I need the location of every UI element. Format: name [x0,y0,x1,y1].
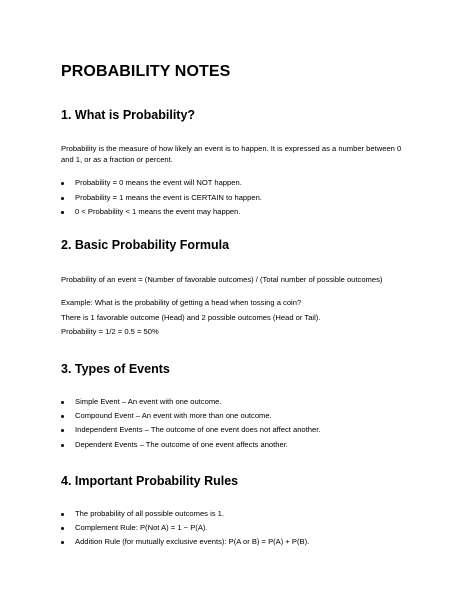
bullet-text: 0 < Probability < 1 means the event may happen. [75,207,241,216]
bullet-dot-icon [61,444,64,447]
bullet-dot-icon [61,197,64,200]
bullet-dot-icon [61,527,64,530]
section-1-heading: 1. What is Probability? [61,108,196,122]
bullet-text: Probability = 1 means the event is CERTAIN to happen. [75,193,262,202]
bullet-text: Probability = 0 means the event will NOT happen. [75,178,242,187]
bullet-text: Simple Event – An event with one outcome. [75,397,222,406]
bullet-dot-icon [61,182,64,185]
section-2-example-line-2: There is 1 favorable outcome (Head) and 2 possible outcomes (Head or Tail). [61,313,321,322]
bullet-text: Addition Rule (for mutually exclusive events): P(A or B) = P(A) + P(B). [75,537,310,546]
bullet-text: Compound Event – An event with more than one outcome. [75,411,272,420]
section-1-paragraph-line-2: and 1, or as a fraction or percent. [61,155,173,164]
section-1-paragraph-line-1: Probability is the measure of how likely an event is to happen. It is expressed as a number between 0 [61,144,402,153]
section-2-formula: Probability of an event = (Number of favorable outcomes) / (Total number of possible outcomes) [61,275,383,284]
bullet-dot-icon [61,415,64,418]
bullet-text: Independent Events – The outcome of one event does not affect another. [75,425,321,434]
bullet-text: Dependent Events – The outcome of one event affects another. [75,440,288,449]
bullet-dot-icon [61,541,64,544]
bullet-dot-icon [61,429,64,432]
section-3-heading: 3. Types of Events [61,362,170,376]
bullet-text: The probability of all possible outcomes is 1. [75,509,224,518]
section-2-heading: 2. Basic Probability Formula [61,238,230,252]
section-2-example-line-3: Probability = 1/2 = 0.5 = 50% [61,327,159,336]
section-2-example-line-1: Example: What is the probability of getting a head when tossing a coin? [61,298,302,307]
section-4-heading: 4. Important Probability Rules [61,474,239,488]
bullet-dot-icon [61,513,64,516]
document-title: PROBABILITY NOTES [61,63,231,80]
bullet-dot-icon [61,401,64,404]
bullet-text: Complement Rule: P(Not A) = 1 − P(A). [75,523,208,532]
bullet-dot-icon [61,211,64,214]
